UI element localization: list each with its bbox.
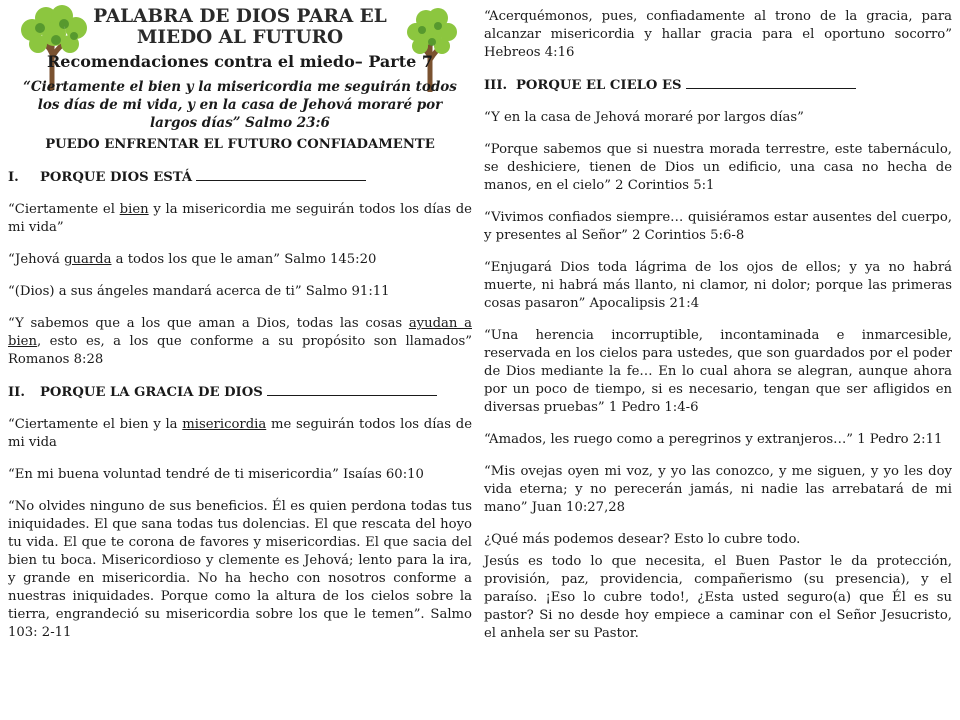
section-3-title: PORQUE EL CIELO ES bbox=[516, 78, 682, 93]
text-run: “Ciertamente el bbox=[8, 202, 120, 217]
page-title bbox=[8, 6, 472, 48]
fill-in-blank bbox=[267, 383, 437, 396]
text-run: “Jehová bbox=[8, 252, 65, 267]
epigraph-quote: “Ciertamente el bien y la misericordia me seguirán todos los días de mi vida, y en la casa de Jehová moraré por largos días” Salmo 23:6 bbox=[23, 79, 457, 131]
fill-in-blank bbox=[686, 76, 856, 89]
verse-paragraph bbox=[8, 201, 472, 237]
underlined-word: guarda bbox=[64, 252, 112, 267]
verse-paragraph: “Y en la casa de Jehová moraré por largos días” bbox=[484, 110, 804, 125]
text-run: “Y sabemos que a los que aman a Dios, todas las cosas bbox=[8, 316, 409, 331]
text-run: a todos los que le aman” Salmo 145:20 bbox=[111, 252, 377, 267]
closing-question: ¿Qué más podemos desear? Esto lo cubre todo. bbox=[484, 532, 801, 547]
verse-paragraph: “(Dios) a sus ángeles mandará acerca de ti” Salmo 91:11 bbox=[8, 284, 390, 299]
verse-paragraph bbox=[8, 315, 472, 369]
closing-paragraph: Jesús es todo lo que necesita, el Buen Pastor le da protección, provisión, paz, providencia, compañerismo (su presencia), y el paraíso. ¡Eso lo cubre todo!, ¿Esta usted seguro(a) que Él es su pastor? Si no desde hoy empiece a caminar con el Señor Jesucristo, el anhela ser su Pastor. bbox=[484, 554, 952, 641]
theme-heading: PUEDO ENFRENTAR EL FUTURO CONFIADAMENTE bbox=[45, 137, 435, 152]
verse-paragraph: “Amados, les ruego como a peregrinos y extranjeros…” 1 Pedro 2:11 bbox=[484, 432, 943, 447]
underlined-word: ayudan a bien bbox=[8, 316, 472, 349]
underlined-word: bien bbox=[119, 202, 149, 217]
verse-paragraph: “Acerquémonos, pues, confiadamente al trono de la gracia, para alcanzar misericordia y hallar gracia para el oportuno socorro” Hebreos 4:16 bbox=[484, 9, 952, 60]
verse-paragraph: “Mis ovejas oyen mi voz, y yo las conozco, y me siguen, y yo les doy vida eterna; y no perecerán jamás, ni nadie las arrebatará de mi mano” Juan 10:27,28 bbox=[484, 464, 952, 515]
verse-paragraph: “No olvides ninguno de sus beneficios. Él es quien perdona todas tus iniquidades. El que sana todas tus dolencias. El que rescata del hoyo tu vida. El que te corona de favores y misericordias. El que sacia del bien tu boca. Misericordioso y clemente es Jehová; lento para la ira, y grande en misericordia. No ha hecho con nosotros conforme a nuestras iniquidades. Porque como la altura de los cielos sobre la tierra, engrandeció su misericordia sobre los que le temen”. Salmo 103: 2-11 bbox=[8, 499, 472, 640]
title-line-1: PALABRA DE DIOS PARA EL bbox=[93, 6, 387, 27]
text-run: me seguirán todos los días de mi vida bbox=[8, 417, 472, 450]
verse-paragraph bbox=[8, 416, 472, 452]
verse-paragraph: “Una herencia incorruptible, incontaminada e inmarcesible, reservada en los cielos para ustedes, que son guardados por el poder de Dios mediante la fe… En lo cual ahora se alegran, aunque ahora por un poco de tiempo, si es necesario, tengan que ser afligidos en diversas pruebas” 1 Pedro 1:4-6 bbox=[484, 328, 952, 415]
right-column bbox=[484, 8, 952, 643]
text-run: y la misericordia me seguirán todos los días de mi vida” bbox=[8, 202, 472, 235]
verse-paragraph: “Vivimos confiados siempre… quisiéramos estar ausentes del cuerpo, y presentes al Señor” 2 Corintios 5:6-8 bbox=[484, 210, 952, 243]
verse-paragraph: “En mi buena voluntad tendré de ti misericordia” Isaías 60:10 bbox=[8, 467, 424, 482]
section-1-number: I. bbox=[8, 170, 19, 185]
fill-in-blank bbox=[196, 168, 366, 181]
section-3-heading bbox=[484, 76, 952, 95]
verse-paragraph: “Porque sabemos que si nuestra morada terrestre, este tabernáculo, se deshiciere, tienen de Dios un edificio, una casa no hecha de manos, en el cielo” 2 Corintios 5:1 bbox=[484, 142, 952, 193]
verse-paragraph bbox=[8, 251, 472, 269]
text-run: , esto es, a los que conforme a su propósito son llamados” Romanos 8:28 bbox=[8, 334, 472, 367]
section-3-number: III. bbox=[484, 78, 508, 93]
subtitle: Recomendaciones contra el miedo– Parte 7 bbox=[47, 52, 433, 71]
section-2-number: II. bbox=[8, 385, 25, 400]
title-line-2: MIEDO AL FUTURO bbox=[136, 27, 344, 48]
section-1-heading bbox=[8, 168, 472, 187]
text-run: “Ciertamente el bien y la bbox=[8, 417, 183, 432]
section-2-heading bbox=[8, 383, 472, 402]
underlined-word: misericordia bbox=[182, 417, 267, 432]
section-2-title: PORQUE LA GRACIA DE DIOS bbox=[40, 385, 263, 400]
section-1-title: PORQUE DIOS ESTÁ bbox=[40, 170, 193, 185]
verse-paragraph: “Enjugará Dios toda lágrima de los ojos de ellos; y ya no habrá muerte, ni habrá más llanto, ni clamor, ni dolor; porque las primeras cosas pasaron” Apocalipsis 21:4 bbox=[484, 260, 952, 311]
left-column bbox=[8, 0, 472, 642]
